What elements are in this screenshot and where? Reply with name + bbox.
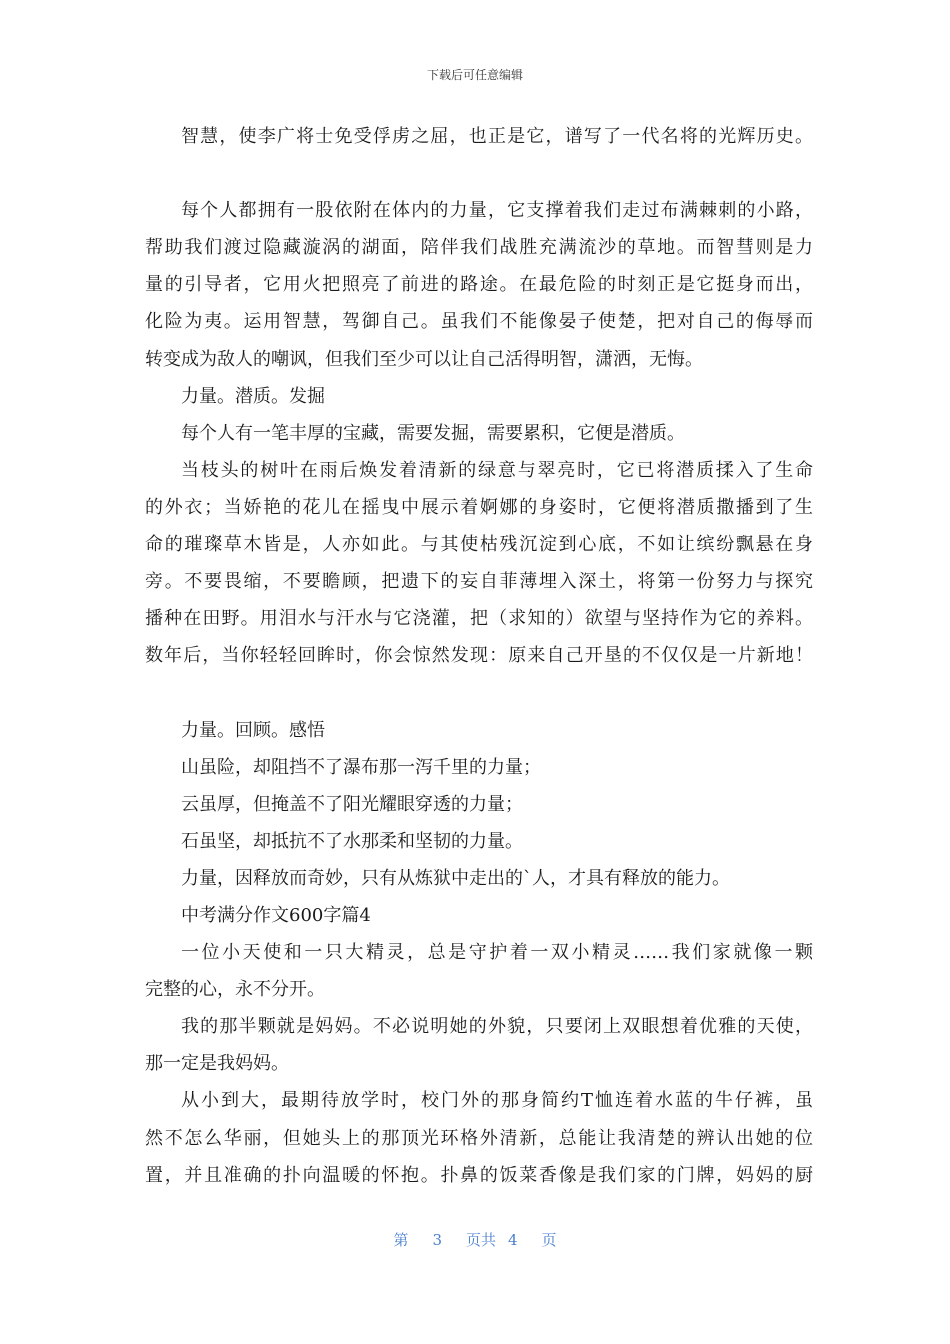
text-line: 从小到大，最期待放学时，校门外的那身简约T恤连着水蓝的牛仔裤，虽 <box>181 1090 813 1112</box>
text-line: 完整的心，永不分开。 <box>145 979 325 1001</box>
text-line: 力量，因释放而奇妙，只有从炼狱中走出的`人，才具有释放的能力。 <box>181 867 730 889</box>
text-line: 山虽险，却阻挡不了瀑布那一泻千里的力量； <box>181 756 541 778</box>
blank-line <box>145 155 813 192</box>
text-line: 量的引导者，它用火把照亮了前进的路途。在最危险的时刻正是它挺身而出， <box>145 274 813 296</box>
text-line: 当枝头的树叶在雨后焕发着清新的绿意与翠亮时，它已将潜质揉入了生命 <box>181 459 813 481</box>
text-line: 然不怎么华丽，但她头上的那顶光环格外清新，总能让我清楚的辨认出她的位 <box>145 1127 813 1149</box>
text-line: 我的那半颗就是妈妈。不必说明她的外貌，只要闭上双眼想着优雅的天使， <box>181 1016 813 1038</box>
footer-total-pages: 4 <box>508 1231 518 1249</box>
text-line: 转变成为敌人的嘲讽，但我们至少可以让自己活得明智，潇洒，无悔。 <box>145 348 703 370</box>
text-line: 播种在田野。用泪水与汗水与它浇灌，把（求知的）欲望与坚持作为它的养料。 <box>145 608 813 630</box>
section-heading: 力量。潜质。发掘 <box>181 385 325 407</box>
text-line: 的外衣；当娇艳的花儿在摇曳中展示着婀娜的身姿时，它便将潜质撒播到了生 <box>145 496 813 518</box>
blank-line <box>145 674 813 711</box>
text-line: 那一定是我妈妈。 <box>145 1053 289 1075</box>
text-line: 旁。不要畏缩，不要瞻顾，把遗下的妄自菲薄埋入深土，将第一份努力与探究 <box>145 571 813 593</box>
page-footer <box>0 1229 950 1250</box>
footer-middle: 页共 <box>465 1231 496 1249</box>
text-line: 一位小天使和一只大精灵，总是守护着一双小精灵……我们家就像一颗 <box>181 942 813 964</box>
text-line: 石虽坚，却抵抗不了水那柔和坚韧的力量。 <box>181 830 523 852</box>
section-heading: 力量。回顾。感悟 <box>181 719 325 741</box>
document-body <box>145 118 813 1194</box>
text-line: 智慧，使李广将士免受俘虏之屈，也正是它，谱写了一代名将的光辉历史。 <box>181 126 813 147</box>
text-line: 化险为夷。运用智慧，驾御自己。虽我们不能像晏子使楚，把对自己的侮辱而 <box>145 311 813 333</box>
footer-current-page: 3 <box>432 1231 442 1249</box>
essay-title: 中考满分作文600字篇4 <box>181 904 371 926</box>
footer-prefix: 第 <box>393 1231 409 1249</box>
text-line: 命的璀璨草木皆是，人亦如此。与其使枯残沉淀到心底，不如让缤纷飘悬在身 <box>145 534 813 556</box>
page-header: 下载后可任意编辑 <box>426 68 523 82</box>
text-line: 帮助我们渡过隐藏漩涡的湖面，陪伴我们战胜充满流沙的草地。而智彗则是力 <box>145 237 813 259</box>
text-line: 置，并且准确的扑向温暖的怀抱。扑鼻的饭菜香像是我们家的门牌，妈妈的厨 <box>145 1164 813 1186</box>
text-line: 云虽厚，但掩盖不了阳光耀眼穿透的力量； <box>181 793 523 815</box>
text-line: 每个人有一笔丰厚的宝藏，需要发掘，需要累积，它便是潜质。 <box>181 422 685 444</box>
text-line: 每个人都拥有一股依附在体内的力量，它支撑着我们走过布满棘刺的小路， <box>181 200 813 222</box>
footer-suffix: 页 <box>541 1231 557 1249</box>
text-line: 数年后，当你轻轻回眸时，你会惊然发现：原来自己开垦的不仅仅是一片新地！ <box>145 645 813 667</box>
